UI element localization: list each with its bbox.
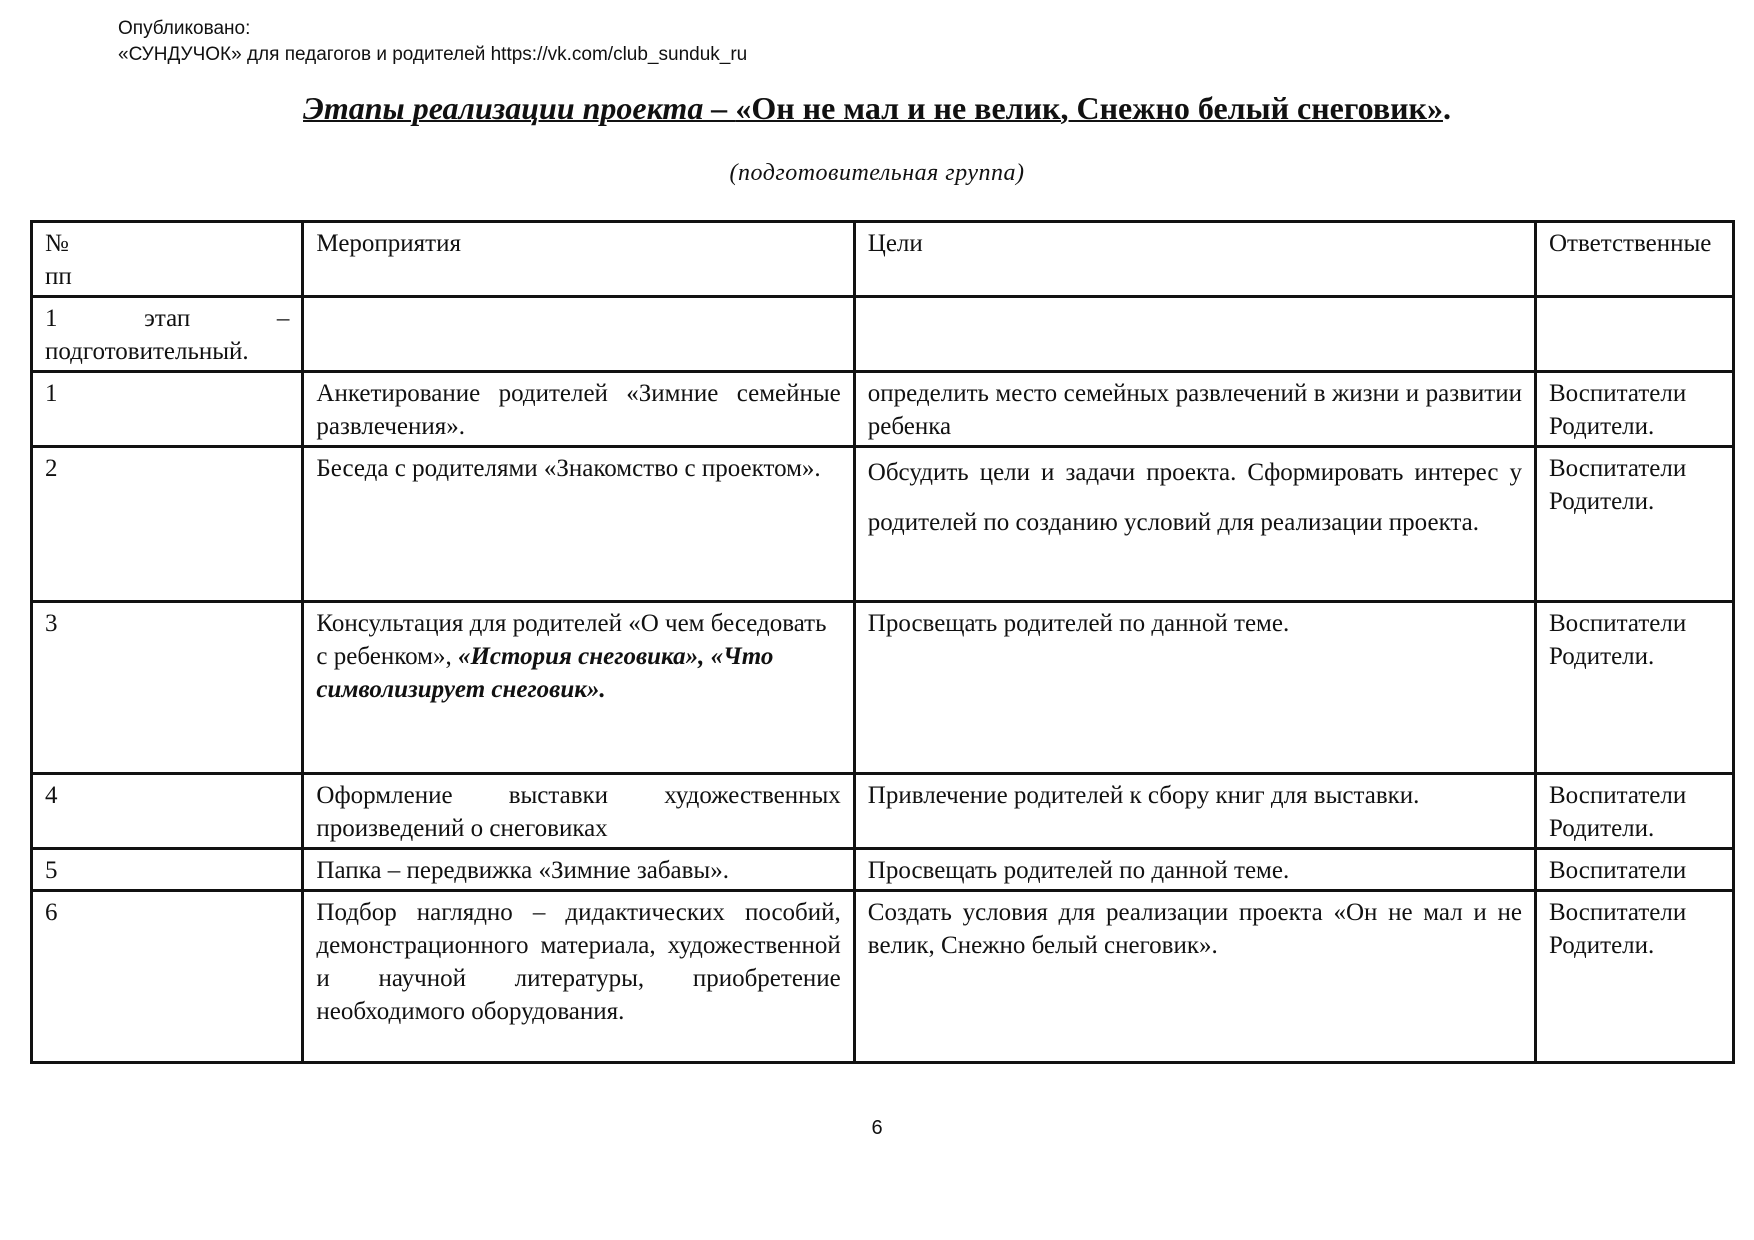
- page-number: 6: [871, 1117, 883, 1139]
- title-end: .: [1442, 90, 1451, 126]
- row-responsible: [1536, 891, 1734, 1063]
- row-goal: определить место семейных развлечений в жизни и развитии ребенка: [854, 372, 1535, 447]
- header-number-line-2: пп: [45, 263, 72, 290]
- header-number-line-1: №: [45, 230, 69, 257]
- document-subtitle: (подготовительная группа): [729, 160, 1025, 186]
- table-row: [32, 602, 1734, 774]
- publisher-note: [118, 16, 747, 68]
- row-goal: Создать условия для реализации проекта «Он не мал и не велик, Снежно белый снеговик».: [854, 891, 1535, 1063]
- header-activity: Мероприятия: [303, 222, 854, 297]
- title-part-2: «Он не мал и не велик, Снежно белый снеговик»: [735, 90, 1443, 126]
- row-goal: Просвещать родителей по данной теме.: [854, 849, 1535, 891]
- responsible-line: Родители.: [1549, 815, 1655, 842]
- stage-line-2: подготовительный.: [45, 338, 249, 365]
- responsible-line: Родители.: [1549, 932, 1655, 959]
- row-number: 4: [32, 774, 303, 849]
- activity-bold-text: «История снеговика», «Что символизирует снеговик».: [316, 643, 774, 703]
- activity-text: Консультация для родителей «О чем беседовать с ребенком»,: [316, 610, 827, 670]
- publisher-line-1: Опубликовано:: [118, 18, 251, 39]
- header-responsible: Ответственные: [1536, 222, 1734, 297]
- stage-line-1: 1 этап –: [45, 305, 290, 332]
- row-goal: Просвещать родителей по данной теме.: [854, 602, 1535, 774]
- row-responsible: [1536, 372, 1734, 447]
- header-goals: Цели: [854, 222, 1535, 297]
- responsible-line: Воспитатели: [1549, 857, 1687, 884]
- row-responsible: [1536, 447, 1734, 602]
- responsible-line: Воспитатели: [1549, 610, 1687, 637]
- table-row: [32, 372, 1734, 447]
- row-activity: Папка – передвижка «Зимние забавы».: [303, 849, 854, 891]
- table-row: [32, 447, 1734, 602]
- responsible-line: Воспитатели: [1549, 782, 1687, 809]
- row-number: 5: [32, 849, 303, 891]
- row-goal: Обсудить цели и задачи проекта. Сформировать интерес у родителей по созданию условий для реализации проекта.: [854, 447, 1535, 602]
- row-activity: Оформление выставки художественных произведений о снеговиках: [303, 774, 854, 849]
- row-activity: Подбор наглядно – дидактических пособий, демонстрационного материала, художественной и научной литературы, приобретение необходимого оборудования.: [303, 891, 854, 1063]
- table-row: [32, 891, 1734, 1063]
- responsible-line: Родители.: [1549, 643, 1655, 670]
- row-responsible: [1536, 602, 1734, 774]
- row-number: 2: [32, 447, 303, 602]
- table-row: [32, 849, 1734, 891]
- stage-empty-cell: [1536, 297, 1734, 372]
- row-number: 1: [32, 372, 303, 447]
- row-activity: Анкетирование родителей «Зимние семейные развлечения».: [303, 372, 854, 447]
- row-goal: Привлечение родителей к сбору книг для выставки.: [854, 774, 1535, 849]
- header-number: [32, 222, 303, 297]
- stage-cell: [32, 297, 303, 372]
- responsible-line: Воспитатели: [1549, 455, 1687, 482]
- responsible-line: Воспитатели: [1549, 380, 1687, 407]
- stage-row: [32, 297, 1734, 372]
- responsible-line: Родители.: [1549, 413, 1655, 440]
- row-number: 3: [32, 602, 303, 774]
- responsible-line: Родители.: [1549, 488, 1655, 515]
- row-responsible: [1536, 774, 1734, 849]
- row-activity: Беседа с родителями «Знакомство с проектом».: [303, 447, 854, 602]
- project-stages-table: [30, 220, 1735, 1064]
- table-row: [32, 774, 1734, 849]
- document-title: [0, 88, 1754, 128]
- stage-empty-cell: [854, 297, 1535, 372]
- row-number: 6: [32, 891, 303, 1063]
- stage-empty-cell: [303, 297, 854, 372]
- title-part-1: Этапы реализации проекта –: [303, 90, 736, 126]
- row-activity: [303, 602, 854, 774]
- responsible-line: Воспитатели: [1549, 899, 1687, 926]
- table-header-row: [32, 222, 1734, 297]
- publisher-line-2: «СУНДУЧОК» для педагогов и родителей https://vk.com/club_sunduk_ru: [118, 44, 748, 65]
- row-responsible: [1536, 849, 1734, 891]
